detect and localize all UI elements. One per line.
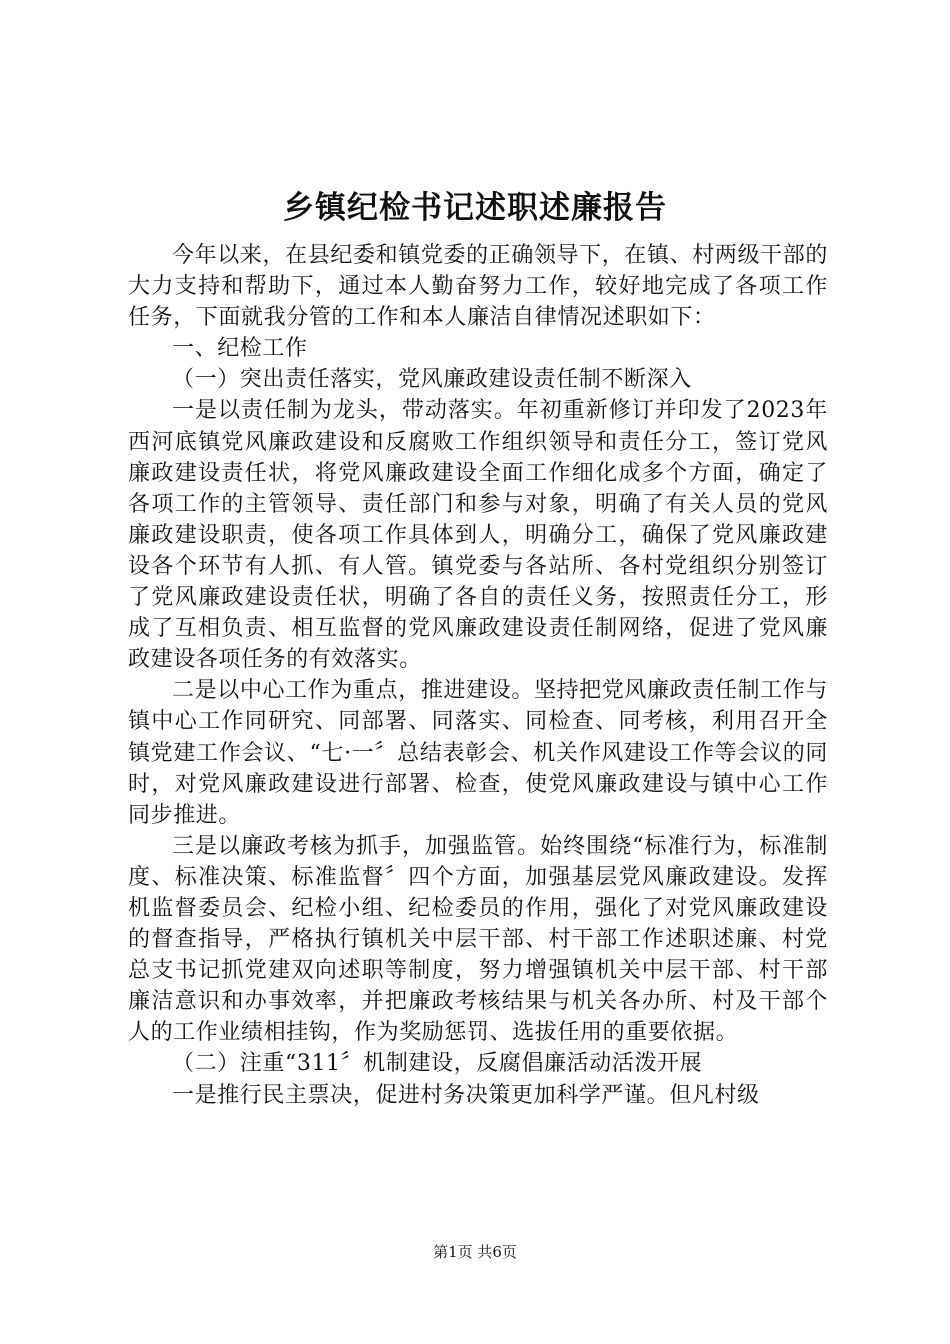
- paragraph-item-4: 一是推行民主票决，促进村务决策更加科学严谨。但凡村级: [172, 1082, 760, 1108]
- document-title: 乡镇纪检书记述职述廉报告: [283, 190, 667, 226]
- paragraph-intro: 今年以来，在县纪委和镇党委的正确领导下，在镇、村两级干部的大力支持和帮助下，通过本人勤奋努力工作，较好地完成了各项工作任务，下面就我分管的工作和本人廉洁自律情况述职如下：: [128, 243, 828, 331]
- subsection-heading-1: （一）突出责任落实，党风廉政建设责任制不断深入: [172, 367, 692, 393]
- paragraph-item-3: 三是以廉政考核为抓手，加强监管。始终围绕“标准行为，标准制度、标准决策、标准监督〞四个方面，加强基层党风廉政建设。发挥机监督委员会、纪检小组、纪检委员的作用，强化了对党风廉政建设的督查指导，严格执行镇机关中层干部、村干部工作述职述廉、村党总支书记抓党建双向述职等制度，努力增强镇机关中层干部、村干部廉洁意识和办事效率，并把廉政考核结果与机关各办所、村及干部个人的工作业绩相挂钩，作为奖励惩罚、选拔任用的重要依据。: [128, 833, 828, 1046]
- subsection-heading-2: （二）注重“311〞机制建设，反腐倡廉活动活泼开展: [172, 1051, 703, 1077]
- paragraph-item-2: 二是以中心工作为重点，推进建设。坚持把党风廉政责任制工作与镇中心工作同研究、同部署、同落实、同检查、同考核，利用召开全镇党建工作会议、“七·一〞总结表彰会、机关作风建设工作等会议的同时，对党风廉政建设进行部署、检查，使党风廉政建设与镇中心工作同步推进。: [128, 678, 828, 828]
- section-heading-1: 一、纪检工作: [172, 336, 308, 362]
- page-number-footer: 第1页 共6页: [433, 1243, 517, 1261]
- document-body: [128, 240, 828, 1111]
- paragraph-item-1: 一是以责任制为龙头，带动落实。年初重新修订并印发了2023年西河底镇党风廉政建设和反腐败工作组织领导和责任分工，签订党风廉政建设责任状，将党风廉政建设全面工作细化成多个方面，确定了各项工作的主管领导、责任部门和参与对象，明确了有关人员的党风廉政建设职责，使各项工作具体到人，明确分工，确保了党风廉政建设各个环节有人抓、有人管。镇党委与各站所、各村党组织分别签订了党风廉政建设责任状，明确了各自的责任义务，按照责任分工，形成了互相负责、相互监督的党风廉政建设责任制网络，促进了党风廉政建设各项任务的有效落实。: [128, 398, 828, 673]
